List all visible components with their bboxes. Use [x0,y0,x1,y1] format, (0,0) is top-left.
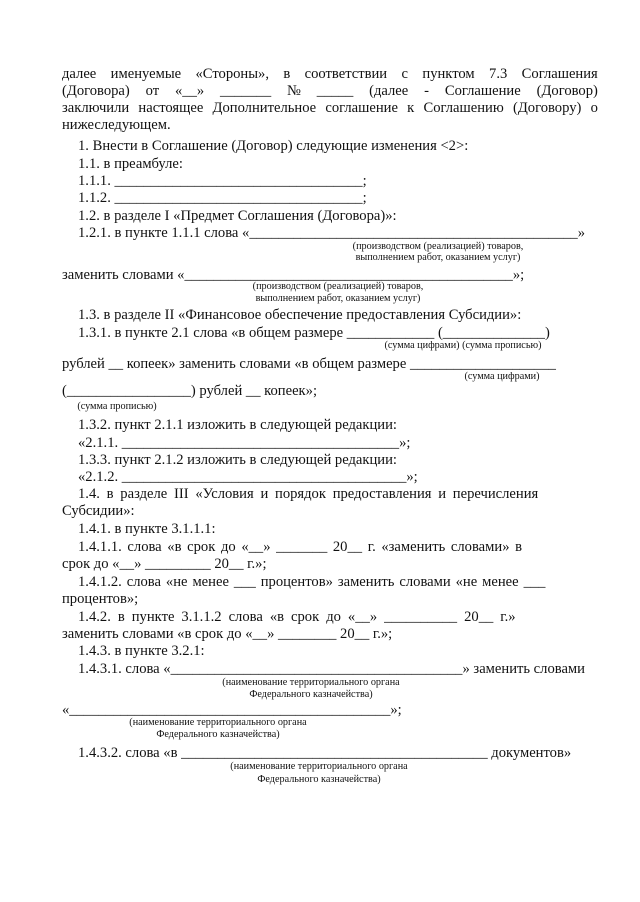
document-line: (Договора) от «__» _______ № _____ (далее - Соглашение (Договор) [62,83,598,99]
document-line: 1.2. в разделе I «Предмет Соглашения (Договора)»: [78,208,397,224]
document-line: нижеследующем. [62,117,171,133]
document-line: 1.3. в разделе II «Финансовое обеспечение предоставления Субсидии»: [78,307,522,323]
field-caption: Федерального казначейства) [249,689,373,700]
field-caption: выполнением работ, оказанием услуг) [355,252,521,263]
document-line: «2.1.1. ______________________________________»; [78,435,411,451]
document-line: 1.4.3.1. слова «________________________________________» заменить словами [78,661,585,677]
document-line: далее именуемые «Стороны», в соответствии с пунктом 7.3 Соглашения [62,66,598,82]
document-line: заменить словами «_____________________________________________»; [62,267,525,283]
document-line: Субсидии»: [62,503,135,519]
document-line: «____________________________________________»; [62,702,402,718]
document-line: 1.3.1. в пункте 2.1 слова «в общем размере ____________ (______________) [78,325,550,341]
field-caption: (наименование территориального органа [129,717,307,728]
field-caption: (наименование территориального органа [230,761,408,772]
document-line: 1.4.1.1. слова «в срок до «__» _______ 20__ г. «заменить словами» в [78,539,523,555]
document-line: 1.4.3.2. слова «в __________________________________________ документов» [78,745,572,761]
document-line: 1.4.2. в пункте 3.1.1.2 слова «в срок до «__» __________ 20__ г.» [78,609,516,625]
document-line: 1. Внести в Соглашение (Договор) следующие изменения <2>: [78,138,469,154]
document-line: рублей __ копеек» заменить словами «в общем размере ____________________ [62,356,556,372]
field-caption: (наименование территориального органа [222,677,400,688]
field-caption: Федерального казначейства) [257,774,381,785]
document-line: «2.1.2. _______________________________________»; [78,469,418,485]
document-line: 1.1.1. __________________________________; [78,173,367,189]
document-line: 1.2.1. в пункте 1.1.1 слова «_____________________________________________» [78,225,586,241]
document-line: срок до «__» _________ 20__ г.»; [62,556,267,572]
document-line: (_________________) рублей __ копеек»; [62,383,317,399]
document-line: заменить словами «в срок до «__» ________ 20__ г.»; [62,626,393,642]
field-caption: (сумма прописью) [77,401,157,412]
document-line: процентов»; [62,591,139,607]
document-line: 1.4.3. в пункте 3.2.1: [78,643,205,659]
document-line: 1.4. в разделе III «Условия и порядок предоставления и перечисления [78,486,539,502]
field-caption: (производством (реализацией) товаров, [252,281,424,292]
document-line: 1.1.2. __________________________________; [78,190,367,206]
document-line: 1.1. в преамбуле: [78,156,183,172]
field-caption: выполнением работ, оказанием услуг) [255,293,421,304]
document-line: 1.3.3. пункт 2.1.2 изложить в следующей редакции: [78,452,397,468]
document-line: 1.3.2. пункт 2.1.1 изложить в следующей редакции: [78,417,397,433]
field-caption: (сумма цифрами) (сумма прописью) [384,340,542,351]
field-caption: (сумма цифрами) [464,371,540,382]
field-caption: (производством (реализацией) товаров, [352,241,524,252]
document-line: 1.4.1.2. слова «не менее ___ процентов» заменить словами «не менее ___ [78,574,546,590]
field-caption: Федерального казначейства) [156,729,280,740]
document-line: заключили настоящее Дополнительное соглашение к Соглашению (Договору) о [62,100,598,116]
document-line: 1.4.1. в пункте 3.1.1.1: [78,521,216,537]
